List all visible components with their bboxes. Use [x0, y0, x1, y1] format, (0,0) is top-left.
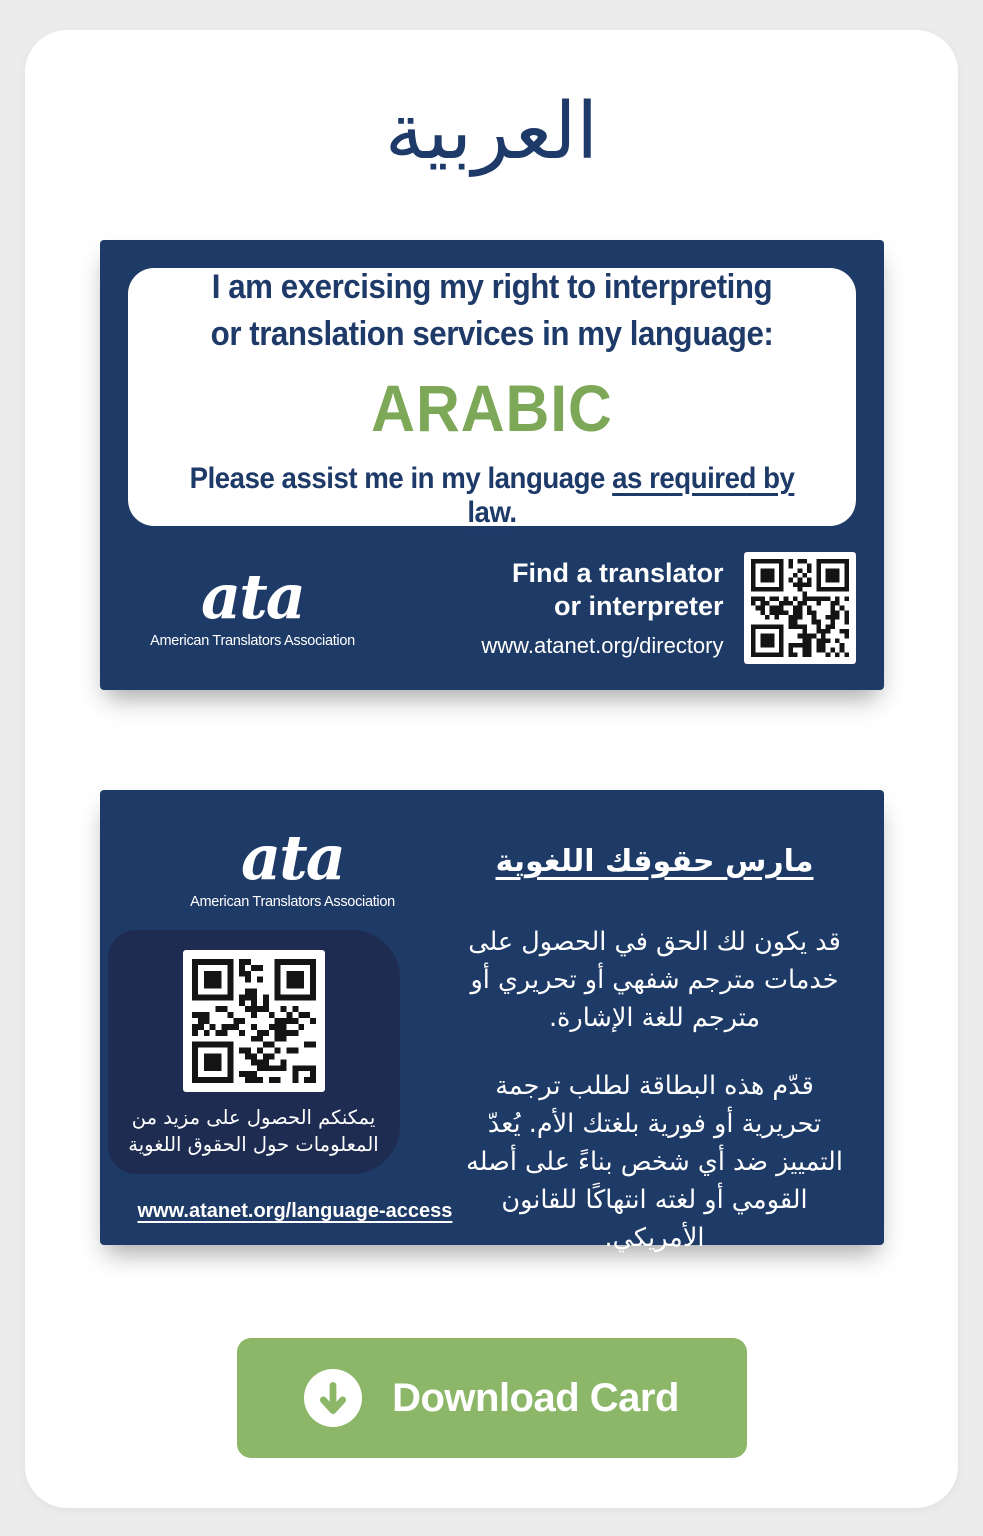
rights-paragraph-1: قد يكون لك الحق في الحصول على خدمات مترجم شفهي أو تحريري أو مترجم للغة الإشارة. [468, 927, 841, 1033]
find-translator-line2: or interpreter [553, 591, 724, 621]
ata-logo-script: ata [241, 821, 344, 894]
qr-panel [108, 930, 400, 1174]
page-title: العربية [384, 87, 599, 177]
language-access-qr-code [183, 950, 325, 1092]
language-access-url: www.atanet.org/language-access [137, 1200, 453, 1222]
front-statement-line1: I am exercising my right to interpreting [211, 268, 772, 306]
card-front-message-box [128, 268, 856, 529]
language-name: ARABIC [370, 371, 613, 445]
card-front [100, 240, 884, 690]
download-button-label: Download Card [392, 1375, 679, 1420]
ata-logo-script: ata [201, 560, 304, 633]
assist-underlined-phrase: as required by law [466, 462, 794, 529]
rights-paragraph-2: قدّم هذه البطاقة لطلب ترجمة تحريرية أو فورية بلغتك الأم. يُعدّ التمييز ضد أي شخص بناءً على أصله القومي أو لغته انتهاكًا للقانون الأمريكي. [466, 1071, 843, 1253]
language-card-page [25, 30, 958, 1508]
assist-statement: Please assist me in my language as required by law. [189, 462, 794, 529]
ata-logo-subtext: American Translators Association [190, 894, 395, 910]
ata-logo [128, 560, 378, 649]
front-statement-line2: or translation services in my language: [210, 315, 773, 353]
card-back [100, 790, 884, 1253]
download-card-button[interactable] [237, 1338, 747, 1458]
ata-logo [168, 821, 418, 910]
ata-logo-subtext: American Translators Association [150, 633, 355, 649]
rights-heading: مارس حقوقك اللغوية [495, 844, 814, 879]
find-translator-line1: Find a translator [511, 558, 724, 588]
download-icon [304, 1369, 362, 1427]
directory-qr-code [744, 552, 856, 664]
directory-url: www.atanet.org/directory [481, 633, 724, 658]
qr-caption: يمكنكم الحصول على مزيد من المعلومات حول الحقوق اللغوية [128, 1106, 379, 1156]
